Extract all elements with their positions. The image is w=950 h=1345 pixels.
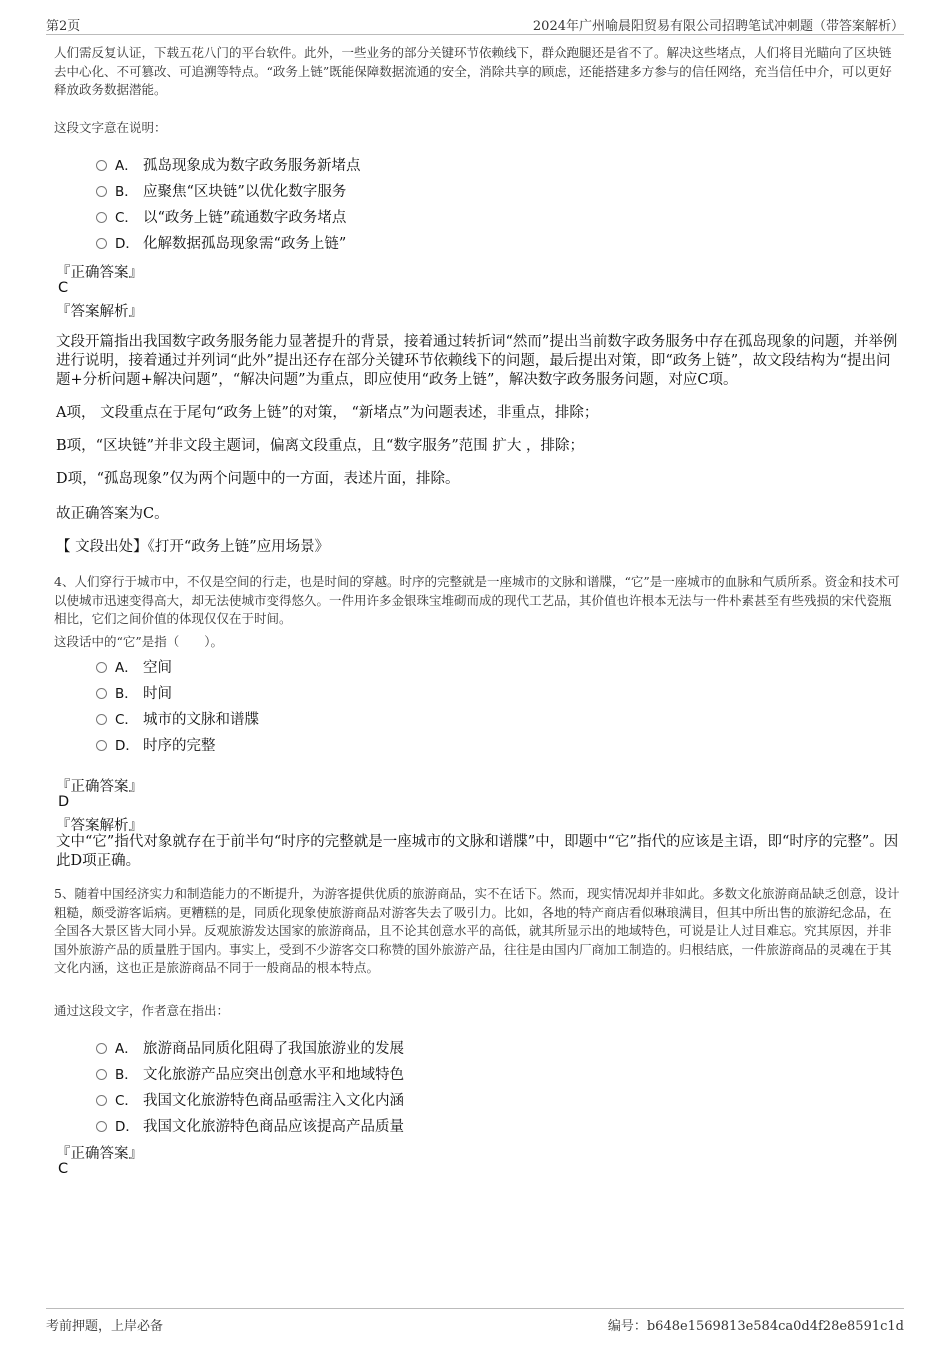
radio-icon[interactable] [96,160,107,171]
q5-option-a[interactable]: A． 旅游商品同质化阻碍了我国旅游业的发展 [96,1037,404,1058]
radio-icon[interactable] [96,740,107,751]
q4-analysis-label: 『答案解析』 [56,818,143,834]
q3-answer: C [58,280,69,296]
q5-stem: 通过这段文字，作者意在指出： [54,1003,230,1018]
radio-icon[interactable] [96,714,107,725]
q5-passage: 5、随着中国经济实力和制造能力的不断提升，为游客提供优质的旅游商品，实不在话下。然而，现实情况却并非如此。多数文化旅游商品缺乏创意，设计粗糙，颇受游客诟病。更糟糕的是，同质化现象使旅游商品对游客失去了吸引力。比如，各地的特产商店看似琳琅满目，但其中所出售的旅游纪念品，在全国各大景区皆大同小异。反观旅游发达国家的旅游商品，且不论其创意水平的高低，就其所显示出的地域特色，可说是让人过目难忘。究其原因，并非国外旅游产品的质量胜于国内。事实上，受到不少游客交口称赞的国外旅游产品，往往是由国内厂商加工制造的。归根结底，一件旅游商品的灵魂在于其文化内涵，这也正是旅游商品不同于一般商品的根本特点。 [54,886,900,975]
q4-answer-label: 『正确答案』 [56,779,143,795]
q3-stem: 这段文字意在说明： [54,120,167,135]
radio-icon[interactable] [96,662,107,673]
radio-icon[interactable] [96,186,107,197]
radio-icon[interactable] [96,212,107,223]
q3-analysis-a: A项， 文段重点在于尾句“政务上链”的对策， “新堵点”为问题表述，非重点，排除； [56,405,599,421]
document-id: 编号：b648e1569813e584ca0d4f28e8591c1d [607,1319,904,1334]
q4-stem: 这段话中的“它”是指（ ）。 [54,634,224,649]
document-title: 2024年广州喻晨阳贸易有限公司招聘笔试冲刺题（带答案解析） [532,19,904,34]
q4-analysis: 文中“它”指代对象就存在于前半句“时序的完整就是一座城市的文脉和谱牒”中，即题中“它”指代的应该是主语，即“时序的完整”。因此D项正确。 [56,834,899,869]
page-header [46,14,904,35]
page-footer [46,1308,904,1334]
q3-analysis-d: D项，“孤岛现象”仅为两个问题中的一方面，表述片面，排除。 [56,471,460,487]
q3-option-a[interactable]: A． 孤岛现象成为数字政务服务新堵点 [96,154,361,175]
radio-icon[interactable] [96,238,107,249]
q3-source: 【 文段出处】《打开“政务上链”应用场景》 [56,539,330,555]
q4-option-b[interactable]: B． 时间 [96,682,172,703]
q4-answer: D [58,794,70,810]
q4-passage: 4、人们穿行于城市中，不仅是空间的行走，也是时间的穿越。时序的完整就是一座城市的文脉和谱牒，“它”是一座城市的血脉和气质所系。资金和技术可以使城市迅速变得高大，却无法使城市变得悠久。一件用许多金银珠宝堆砌而成的现代工艺品，其价值也许根本无法与一件朴素甚至有些残损的宋代瓷瓶相比，它们之间价值的体现仅仅在于时间。 [54,574,900,626]
q5-option-d[interactable]: D． 我国文化旅游特色商品应该提高产品质量 [96,1115,404,1136]
q3-option-d[interactable]: D． 化解数据孤岛现象需“政务上链” [96,232,346,253]
q3-passage: 人们需反复认证，下载五花八门的平台软件。此外，一些业务的部分关键环节依赖线下，群众跑腿还是省不了。解决这些堵点，人们将目光瞄向了区块链去中心化、不可篡改、可追溯等特点。“政务上链”既能保障数据流通的安全，消除共享的顾虑，还能搭建多方参与的信任网络，充当信任中介，可以更好释放政务数据潜能。 [54,45,892,97]
q4-option-a[interactable]: A． 空间 [96,656,172,677]
footer-slogan: 考前押题，上岸必备 [46,1319,164,1334]
radio-icon[interactable] [96,1095,107,1106]
q5-option-c[interactable]: C． 我国文化旅游特色商品亟需注入文化内涵 [96,1089,404,1110]
q3-analysis-label: 『答案解析』 [56,304,143,320]
q3-conclusion: 故正确答案为C。 [56,506,169,522]
q4-option-d[interactable]: D． 时序的完整 [96,734,216,755]
radio-icon[interactable] [96,688,107,699]
radio-icon[interactable] [96,1043,107,1054]
radio-icon[interactable] [96,1121,107,1132]
q5-option-b[interactable]: B． 文化旅游产品应突出创意水平和地域特色 [96,1063,404,1084]
q3-analysis-b: B项，“区块链”并非文段主题词，偏离文段重点，且“数字服务”范围 扩大 ，排除； [56,438,585,454]
q5-answer: C [58,1161,69,1177]
q3-option-b[interactable]: B． 应聚焦“区块链”以优化数字服务 [96,180,346,201]
page-number: 第2页 [46,19,81,34]
radio-icon[interactable] [96,1069,107,1080]
q5-answer-label: 『正确答案』 [56,1146,143,1162]
q3-answer-label: 『正确答案』 [56,265,143,281]
q3-option-c[interactable]: C． 以“政务上链”疏通数字政务堵点 [96,206,346,227]
q3-analysis-main: 文段开篇指出我国数字政务服务能力显著提升的背景，接着通过转折词“然而”提出当前数字政务服务中存在孤岛现象的问题，并举例进行说明，接着通过并列词“此外”提出还存在部分关键环节依赖线下的问题，最后提出对策，即“政务上链”，故文段结构为“提出问题+分析问题+解决问题”，“解决问题”为重点，即应使用“政务上链”，解决数字政务服务问题，对应C项。 [56,334,898,388]
q4-option-c[interactable]: C． 城市的文脉和谱牒 [96,708,259,729]
